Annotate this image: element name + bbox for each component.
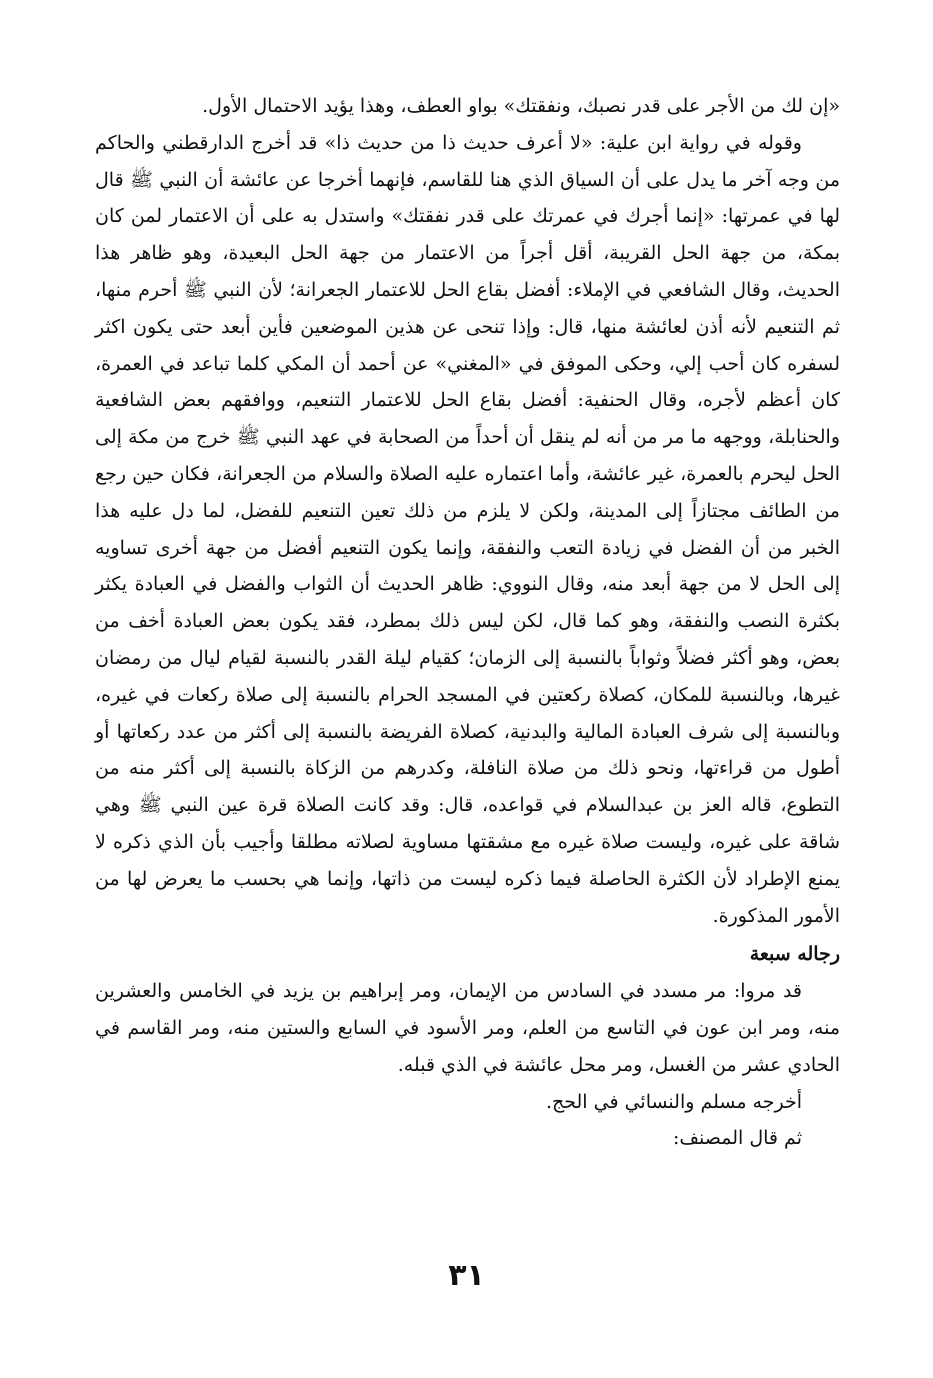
paragraph-author-says: ثم قال المصنف: — [672, 1127, 802, 1150]
page-body — [95, 88, 840, 1157]
paragraph-takhrij: أخرجه مسلم والنسائي في الحج. — [545, 1090, 802, 1113]
page-number: ٣١ — [448, 1258, 485, 1293]
paragraph-narrators: قد مروا: مر مسدد في السادس من الإيمان، ومر إبراهيم بن يزيد في الخامس والعشرين منه، ومر ابن عون في التاسع من العلم، ومر الأسود في السابع والستين منه، ومر القاسم في الحادي عشر من الغسل، ومر محل عائشة في الذي قبله. — [95, 980, 840, 1076]
paragraph-opening: «إن لك من الأجر على قدر نصبك، ونفقتك» بواو العطف، وهذا يؤيد الاحتمال الأول. — [202, 95, 840, 117]
section-heading: رجاله سبعة — [749, 943, 840, 966]
paragraph-commentary: وقوله في رواية ابن علية: «لا أعرف حديث ذا من حديث ذا» قد أخرج الدارقطني والحاكم من وجه آخر ما يدل على أن السياق الذي هنا للقاسم، فإنهما أخرجا عن عائشة أن النبي ﷺ قال لها في عمرتها: «إنما أجرك في عمرتك على قدر نفقتك» واستدل به على أن الاعتمار لمن كان بمكة، من جهة الحل القريبة، أقل أجراً من الاعتمار من جهة الحل البعيدة، وهو ظاهر هذا الحديث، وقال الشافعي في الإملاء: أفضل بقاع الحل للاعتمار الجعرانة؛ لأن النبي ﷺ أحرم منها، ثم التنعيم لأنه أذن لعائشة منها، قال: وإذا تنحى عن هذين الموضعين فأين أبعد حتى يكون اكثر لسفره كان أحب إلي، وحكى الموفق في «المغني» عن أحمد أن المكي كلما تباعد في العمرة، كان أعظم لأجره، وقال الحنفية: أفضل بقاع الحل للاعتمار التنعيم، ووافقهم بعض الشافعية والحنابلة، ووجهه ما مر من أنه لم ينقل أن أحداً من الصحابة في عهد النبي ﷺ خرج من مكة إلى الحل ليحرم بالعمرة، غير عائشة، وأما اعتماره عليه الصلاة والسلام من الجعرانة، فكان حين رجع من الطائف مجتازاً إلى المدينة، ولكن لا يلزم من ذلك تعين التنعيم للفضل، لما دل عليه هذا الخبر من أن الفضل في زيادة التعب والنفقة، وإنما يكون التنعيم أفضل من جهة أخرى تساويه إلى الحل لا من جهة أبعد منه، وقال النووي: ظاهر الحديث أن الثواب والفضل في العبادة يكثر بكثرة النصب والنفقة، وهو كما قال، لكن ليس ذلك بمطرد، فقد يكون بعض العبادة أخف من بعض، وهو أكثر فضلاً وثواباً بالنسبة إلى الزمان؛ كقيام ليلة القدر بالنسبة لقيام ليال من رمضان غيرها، وبالنسبة للمكان، كصلاة ركعتين في المسجد الحرام بالنسبة إلى صلاة ركعات في غيره، وبالنسبة إلى شرف العبادة المالية والبدنية، كصلاة الفريضة بالنسبة إلى أكثر من عدد ركعاتها أو أطول من قراءتها، ونحو ذلك من صلاة النافلة، وكدرهم من الزكاة بالنسبة إلى أكثر منه من التطوع، قاله العز بن عبدالسلام في قواعده، قال: وقد كانت الصلاة قرة عين النبي ﷺ وهي شاقة على غيره، وليست صلاة غيره مع مشقتها مساوية لصلاته مطلقا وأجيب بأن الذي ذكره لا يمنع الإطراد لأن الكثرة الحاصلة فيما ذكره ليست من ذاتها، وإنما هي بحسب ما يعرض لها من الأمور المذكورة. — [95, 131, 840, 927]
